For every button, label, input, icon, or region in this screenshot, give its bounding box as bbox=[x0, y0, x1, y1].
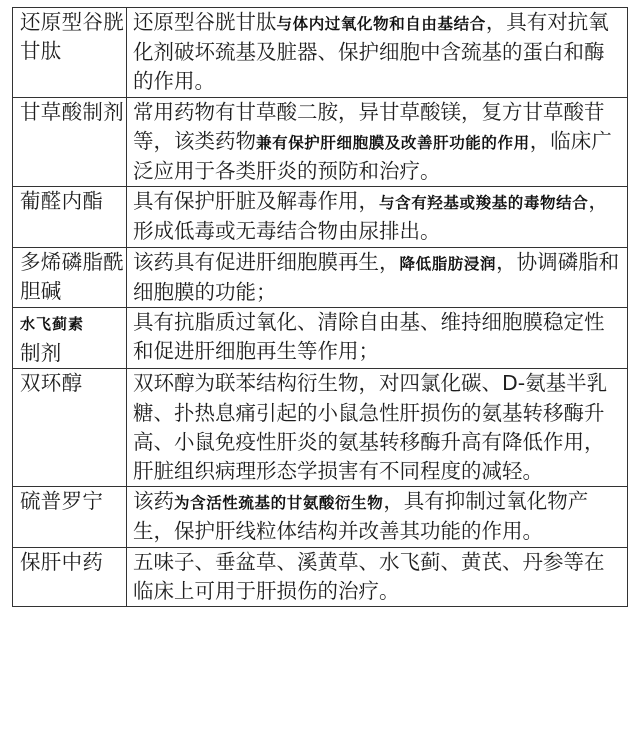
table-row bbox=[13, 308, 628, 369]
drug-description-cell bbox=[127, 547, 628, 606]
drug-name: 还原型谷胱甘肽 bbox=[20, 10, 124, 64]
drug-name-cell bbox=[13, 8, 127, 98]
drug-description-cell bbox=[127, 487, 628, 547]
description-text: 常用药物有甘草酸二胺，异甘草酸镁，复方甘草酸苷等，该类药物 bbox=[133, 99, 605, 153]
description-text: ，临床广泛应用于各类肝炎的预防和治疗。 bbox=[133, 128, 612, 184]
drug-name-cell bbox=[13, 487, 127, 547]
table-row bbox=[13, 487, 628, 547]
description-text: ，具有抑制过氧化物产生，保护肝线粒体结构并改善其功能的作用。 bbox=[133, 489, 589, 544]
drug-name: 制剂 bbox=[20, 341, 62, 366]
drug-name-cell bbox=[13, 308, 127, 369]
description-text: 该药 bbox=[133, 489, 174, 514]
description-emphasis: 兼有保护肝细胞膜及改善肝功能的作用 bbox=[256, 132, 530, 152]
description-emphasis: 与体内过氧化物和自由基结合 bbox=[276, 14, 486, 33]
drug-description-cell bbox=[127, 187, 628, 247]
table-row bbox=[13, 369, 628, 487]
table-row bbox=[13, 247, 628, 307]
table-row bbox=[13, 97, 628, 187]
drug-name: 葡醛内酯 bbox=[20, 189, 104, 214]
description-text: 具有抗脂质过氧化、清除自由基、维持细胞膜稳定性和促进肝细胞再生等作用； bbox=[133, 310, 605, 364]
description-text: ，协调磷脂和细胞膜的功能； bbox=[133, 249, 620, 304]
description-text: ，具有对抗氧化剂破坏巯基及脏器、保护细胞中含巯基的蛋白和酶的作用。 bbox=[133, 10, 609, 94]
drug-name: 甘草酸制剂 bbox=[20, 99, 124, 124]
table-row bbox=[13, 547, 628, 606]
description-emphasis: 与含有羟基或羧基的毒物结合 bbox=[379, 193, 589, 213]
description-text: 五味子、垂盆草、溪黄草、水飞蓟、黄芪、丹参等在临床上可用于肝损伤的治疗。 bbox=[133, 549, 605, 603]
description-text: 还原型谷胱甘肽 bbox=[133, 10, 277, 34]
drug-name-cell bbox=[13, 97, 127, 187]
drug-description-cell bbox=[127, 369, 628, 487]
drug-name: 双环醇 bbox=[20, 371, 83, 396]
description-emphasis: 为含活性巯基的甘氨酸衍生物 bbox=[174, 493, 384, 513]
drug-name-cell bbox=[13, 547, 127, 606]
drug-name-cell bbox=[13, 369, 127, 487]
table-row bbox=[13, 8, 628, 98]
table-row bbox=[13, 187, 628, 247]
drug-name-emphasis: 水飞蓟素 bbox=[20, 315, 85, 334]
description-text: 双环醇为联苯结构衍生物，对四氯化碳、D-氨基半乳糖、扑热息痛引起的小鼠急性肝损伤的氨基转移酶升高、小鼠免疫性肝炎的氨基转移酶升高有降低作用，肝脏组织病理形态学损害有不同程度的减轻。 bbox=[133, 371, 608, 484]
drug-name: 保肝中药 bbox=[20, 549, 104, 574]
drug-description-cell bbox=[127, 247, 628, 307]
description-emphasis: 降低脂肪浸润 bbox=[399, 253, 497, 273]
drug-table bbox=[12, 7, 628, 607]
drug-name-cell bbox=[13, 247, 127, 307]
description-text: 具有保护肝脏及解毒作用， bbox=[133, 189, 379, 214]
drug-name-cell bbox=[13, 187, 127, 247]
description-text: ，形成低毒或无毒结合物由尿排出。 bbox=[133, 189, 609, 244]
drug-description-cell bbox=[127, 8, 628, 98]
description-text: 该药具有促进肝细胞膜再生， bbox=[133, 249, 400, 274]
drug-description-cell bbox=[127, 97, 628, 187]
drug-name: 多烯磷脂酰胆碱 bbox=[20, 249, 124, 303]
drug-description-cell bbox=[127, 308, 628, 369]
drug-name: 硫普罗宁 bbox=[20, 489, 104, 514]
